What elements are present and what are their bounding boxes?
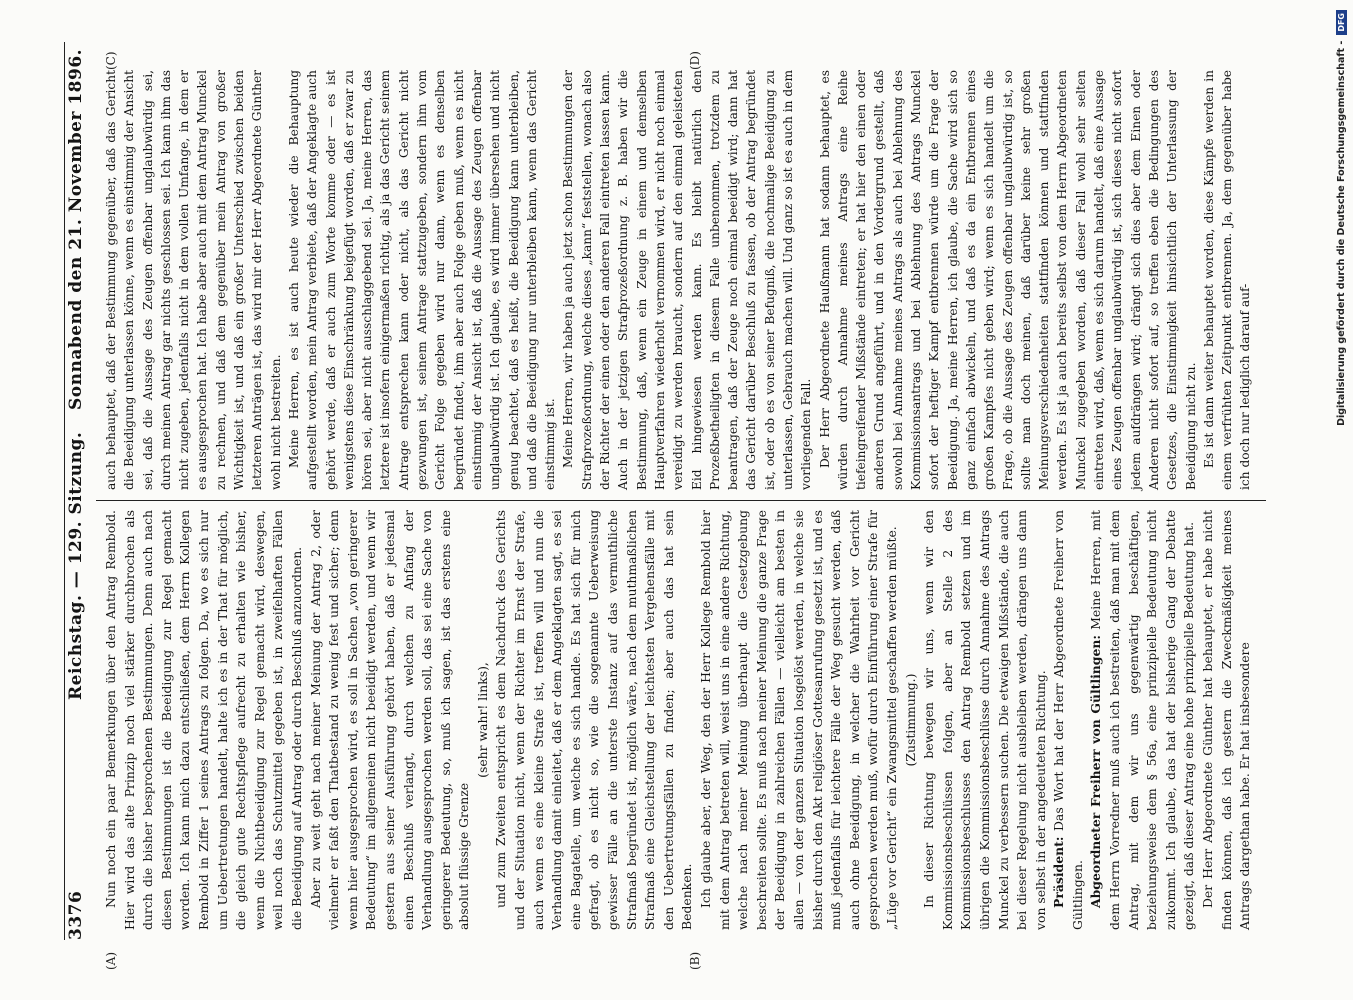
paragraph: Meine Herren, wir haben ja auch jetzt schon Bestimmungen der Strafprozeßordnung, welche dieses „kann“ feststellen, wonach also der Richter der einen oder den anderen Fall eintreten lassen kann. Auch in der jetzigen Strafprozeßordnung z. B. haben wir die Bestimmung, daß, wenn ein Zeuge in einem und demselben Hauptverfahren wiederholt vernommen wird, er nicht noch einmal vereidigt zu werden braucht, sondern auf den einmal geleisteten Eid hingewiesen werden kann. Es bleibt natürlich den Prozeßbetheiligten in diesem Falle unbenommen, trotzdem zu beantragen, daß der Zeuge noch einmal beeidigt wird; dann hat das Gericht darüber Beschluß zu fassen, ob der Antrag begründet ist, oder ob es von seiner Befugniß, die nochmalige Beeidigung zu unterlassen, Gebrauch machen will. Und ganz so ist es auch in dem vorliegenden Fall.	[561, 70, 814, 490]
page-number: 3376	[66, 890, 86, 940]
margin-label-c: (C)	[104, 51, 118, 70]
digitization-credit	[1332, 10, 1350, 990]
paragraph: Der Herr Abgeordnete Günther hat behauptet, er habe nicht finden können, daß ich gestern die Zweckmäßigkeit meines Antrags dargethan habe. Er hat insbesondere	[1200, 510, 1253, 930]
paragraph: Meine Herren, es ist auch heute wieder die Behauptung aufgestellt worden, mein Antrag verbiete, daß der Angeklagte auch gehört werde, daß er auch zum Worte komme oder — es ist wenigstens diese Einschränkung beigefügt worden, daß er zwar zu hören sei, aber nicht ausschlaggebend sei. Ja, meine Herren, das letztere ist insofern einigermaßen richtig, als ja das Gericht seinem Antrage entsprechen kann oder nicht, als das Gericht nicht gezwungen ist, seinem Antrage stattzugeben, sondern ihm vom Gericht Folge gegeben wird nur dann, wenn es denselben begründet findet, ihm aber auch Folge geben muß, wenn es nicht einstimmig der Ansicht ist, daß die Aussage des Zeugen offenbar unglaubwürdig ist. Ich glaube, es wird immer übersehen und nicht genug beachtet, daß es heißt, die Beeidigung kann unterbleiben, und daß die Beeidigung nur unterbleiben kann, wenn das Gericht einstimmig ist.	[286, 70, 558, 490]
column-divider	[96, 500, 1266, 501]
paragraph: Aber zu weit geht nach meiner Meinung der Antrag 2, oder vielmehr er faßt den Thatbestand zu wenig fest und sicher; denn wenn hier ausgesprochen wird, es soll in Sachen „von geringerer Bedeutung“ im allgemeinen nicht beeidigt werden, und wenn wir gestern aus seiner Ausführung gehört haben, daß er jedesmal einen Beschluß verlangt, durch welchen zu Anfang der Verhandlung ausgesprochen werden soll, das sei eine Sache von geringerer Bedeutung, so, muß ich sagen, ist das erstens eine absolut flüssige Grenze	[307, 510, 472, 930]
dfg-logo: DFG	[1336, 10, 1347, 35]
speaker-paragraph	[1087, 510, 1199, 930]
paragraph: und zum Zweiten entspricht es dem Nachdruck des Gerichts und der Situation nicht, wenn der Richter im Ernst der Strafe, auch wenn es eine kleine Strafe ist, treffen will und nun die Verhandlung damit einleitet, daß er dem Angeklagten sagt, es sei eine Bagatelle, um welche es sich handle. Es hat sich für mich gefragt, ob es nicht so, wie die sogenannte Ueberweisung gewisser Fälle an die unterste Instanz auf das vermuthliche Strafmaß begründet ist, möglich wäre, nach dem muthmaßlichen Strafmaß eine Gleichstellung der leichtesten Vergehensfälle mit den Uebertretungsfällen zu finden; aber auch das hat sein Bedenken.	[493, 510, 695, 930]
speaker-name: Präsident:	[1051, 836, 1067, 908]
running-title: Reichstag. — 129. Sitzung.	[66, 431, 86, 700]
paragraph: auch behauptet, daß der Bestimmung gegenüber, daß das Gericht die Beeidigung unterlassen könne, wenn es einstimmig der Ansicht sei, daß die Aussage des Zeugen offenbar unglaubwürdig sei, durch meinen Antrag gar nichts geschlossen sei. Ich kann ihm das nicht zugeben, jedenfalls nicht in dem vollen Umfange, in dem er es ausgesprochen hat. Ich habe aber auch mit dem Antrag Munckel zu rechnen, und daß dem gegenüber mein Antrag von großer Wichtigkeit ist, und daß ein großer Unterschied zwischen beiden letzteren Anträgen ist, das wird mir der Herr Abgeordnete Günther wohl nicht bestreiten.	[104, 70, 283, 490]
credit-text: Digitalisierung gefördert durch die Deutsche Forschungsgemeinschaft -	[1335, 40, 1347, 426]
session-date: Sonnabend den 21. November 1896.	[66, 48, 86, 410]
paragraph: In dieser Richtung bewegen wir uns, wenn wir den Kommissionsbeschlüssen folgen, aber an Stelle 2 des Kommissionsbeschlusses den Antrag Rembold setzen und im übrigen die Kommissionsbeschlüsse durch Annahme des Antrags Munckel zu verbessern suchen. Die etwaigen Mißstände, die auch bei dieser Regelung nicht ausbleiben werden, drängen uns dann von selbst in der angedeuteten Richtung.	[921, 510, 1048, 930]
text-column-right	[102, 70, 1255, 490]
interjection: (Zustimmung.)	[902, 673, 918, 767]
header-rule	[64, 42, 65, 940]
paragraph: Es ist dann weiter behauptet worden, diese Kämpfe werden in einem verfrühten Zeitpunkt entbrennen. Ja, dem gegenüber habe ich doch nur lediglich darauf auf-	[1201, 70, 1253, 490]
margin-label-d: (D)	[688, 51, 702, 70]
margin-label-b: (B)	[688, 951, 702, 970]
speaker-paragraph	[1050, 510, 1087, 930]
paragraph: Der Herr Abgeordnete Haußmann hat sodann behauptet, es würden durch Annahme meines Antrags eine Reihe tiefeingreifender Mißstände eintreten; er hat hier den einen oder anderen Grund angeführt, und in den Vordergrund gestellt, daß sowohl bei Annahme meines Antrags als auch bei Ablehnung des Kommissionsantrags und bei Ablehnung des Antrags Munckel sofort der heftiger Kampf entbrennen würde um die Frage der Beeidigung. Ja, meine Herren, ich glaube, die Sache wird sich so ganz einfach abwickeln, und daß es da ein Entbrennen eines großen Kampfes nicht geben wird; wenn es sich handelt um die Frage, ob die Aussage des Zeugen offenbar unglaubwürdig ist, so sollte man doch meinen, daß darüber keine sehr großen Meinungsverschiedenheiten stattfinden können und stattfinden werden. Es ist ja auch bereits selbst von dem Herrn Abgeordneten Munckel zugegeben worden, daß dieser Fall wohl sehr selten eintreten wird, daß, wenn es sich darum handelt, daß eine Aussage eines Zeugen offenbar unglaubwürdig ist, sich dieses nicht sofort jedem aufdrängen wird; drängt sich dies aber dem Einen oder Anderen nicht sofort auf, so treffen eben die Bedingungen des Gesetzes, die Einstimmigkeit hinsichtlich der Unterlassung der Beeidigung nicht zu.	[817, 70, 1198, 490]
paragraph: Nun noch ein paar Bemerkungen über den Antrag Rembold. Hier wird das alte Prinzip noch viel stärker durchbrochen als durch die bisher besprochenen Bestimmungen. Denn auch nach diesen Bestimmungen ist die Beeidigung zur Regel gemacht worden. Ich kann mich dazu entschließen, dem Herrn Kollegen Rembold in Ziffer 1 seines Antrags zu folgen. Da, wo es sich nur um Uebertretungen handelt, halte ich es in der That für möglich, die gleich gute Rechtspflege aufrecht zu erhalten wie bisher, wenn die Nichtbeeidigung zur Regel gemacht wird, deswegen, weil noch das Schutzmittel gegeben ist, in zweifelhaften Fällen die Beeidigung auf Antrag oder durch Beschluß anzuordnen.	[103, 510, 304, 930]
margin-label-a: (A)	[104, 951, 118, 970]
speech-text: Meine Herren, mit dem Herrn Vorredner muß auch ich bestreiten, daß man mit dem Antrag, mit dem wir uns gegenwärtig beschäftigen, beziehungsweise dem § 56a, eine prinzipielle Bedeutung nicht zukommt. Ich glaube, das hat der bisherige Gang der Debatte gezeigt, daß dieser Antrag eine hohe prinzipielle Bedeutung hat.	[1088, 510, 1197, 930]
interjection: (sehr wahr! links),	[474, 662, 490, 778]
paragraph: Ich glaube aber, der Weg, den der Herr Kollege Rembold hier mit dem Antrag betreten will, weist uns in eine andere Richtung, welche nach meiner Meinung überhaupt die Gesetzgebung beschreiten sollte. Es muß nach meiner Meinung die ganze Frage der Beeidigung in zahlreichen Fällen — vielleicht am besten in allen — von der ganzen Situation losgelöst werden, in welche sie bisher durch den Akt religiöser Gottesanrufung gesetzt ist, und es muß jedenfalls für leichtere Fälle der Weg gesucht werden, daß auch ohne Beeidigung, in welcher die Wahrheit vor Gericht gesprochen werden muß, wofür durch Einführung einer Strafe für „Lüge vor Gericht“ ein Zwangsmittel geschaffen werden müßte.	[698, 510, 899, 930]
speech-text: Das Wort hat der Herr Abgeordnete Freiherr von Gültlingen.	[1051, 510, 1085, 930]
text-column-left	[102, 510, 1255, 930]
speaker-name: Abgeordneter Freiherr von Gültlingen:	[1088, 635, 1104, 908]
